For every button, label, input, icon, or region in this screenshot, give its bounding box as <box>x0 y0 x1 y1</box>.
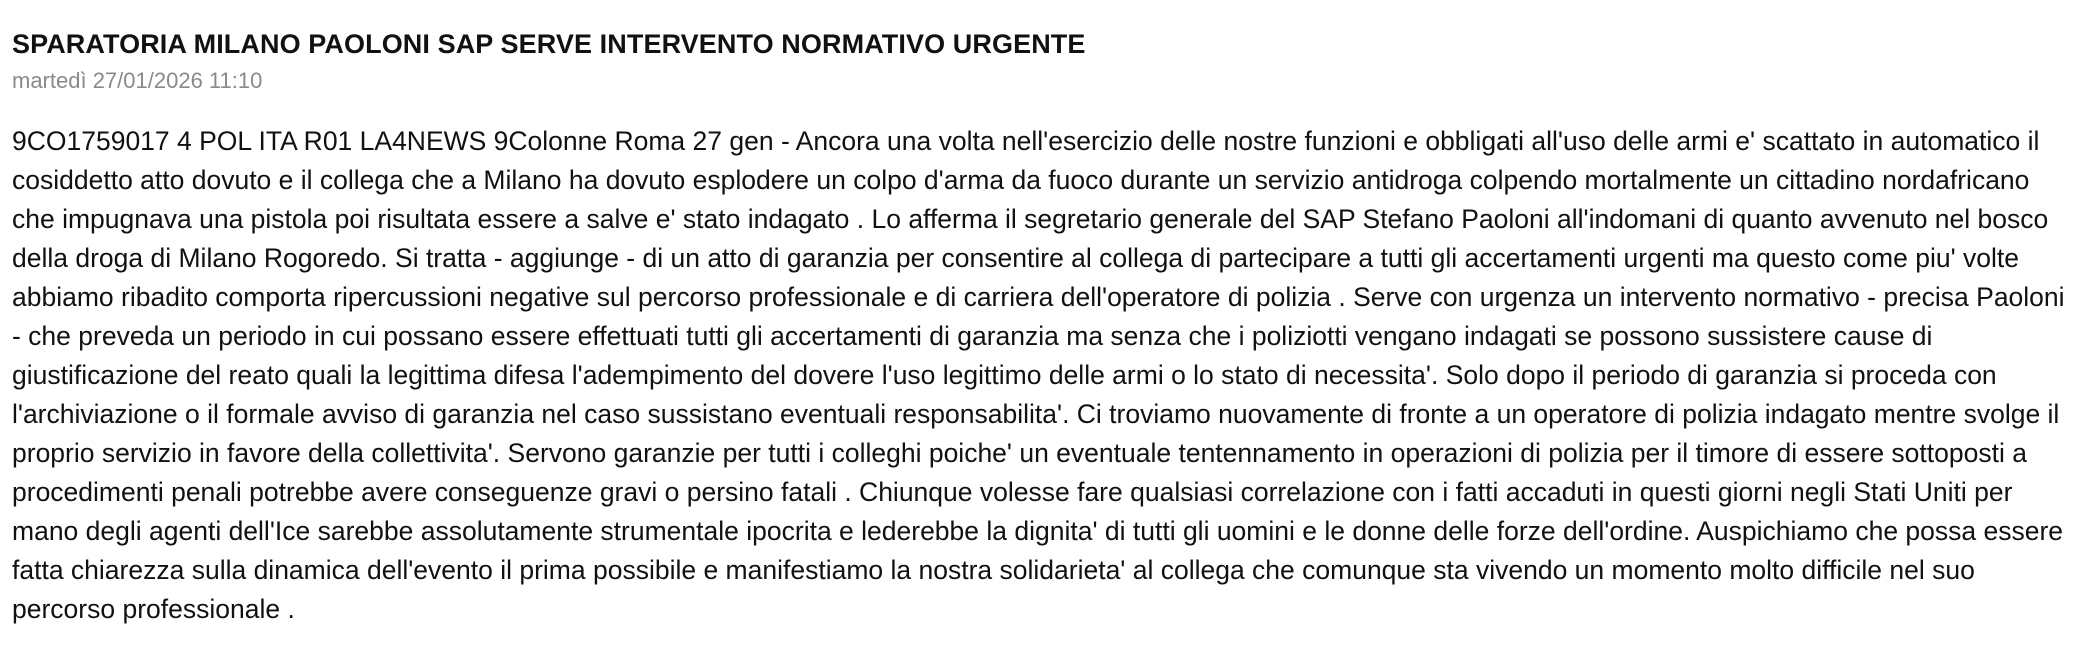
article-title: SPARATORIA MILANO PAOLONI SAP SERVE INTERVENTO NORMATIVO URGENTE <box>12 29 1086 59</box>
article <box>12 26 2072 629</box>
article-body: 9CO1759017 4 POL ITA R01 LA4NEWS 9Colonne Roma 27 gen - Ancora una volta nell'esercizio delle nostre funzioni e obbligati all'uso delle armi e' scattato in automatico il cosiddetto atto dovuto e il collega che a Milano ha dovuto esplodere un colpo d'arma da fuoco durante un servizio antidroga colpendo mortalmente un cittadino nordafricano che impugnava una pistola poi risultata essere a salve e' stato indagato . Lo afferma il segretario generale del SAP Stefano Paoloni all'indomani di quanto avvenuto nel bosco della droga di Milano Rogoredo. Si tratta - aggiunge - di un atto di garanzia per consentire al collega di partecipare a tutti gli accertamenti urgenti ma questo come piu' volte abbiamo ribadito comporta ripercussioni negative sul percorso professionale e di carriera dell'operatore di polizia . Serve con urgenza un intervento normativo - precisa Paoloni - che preveda un periodo in cui possano essere effettuati tutti gli accertamenti di garanzia ma senza che i poliziotti vengano indagati se possono sussistere cause di giustificazione del reato quali la legittima difesa l'adempimento del dovere l'uso legittimo delle armi o lo stato di necessita'. Solo dopo il periodo di garanzia si proceda con l'archiviazione o il formale avviso di garanzia nel caso sussistano eventuali responsabilita'. Ci troviamo nuovamente di fronte a un operatore di polizia indagato mentre svolge il proprio servizio in favore della collettivita'. Servono garanzie per tutti i colleghi poiche' un eventuale tentennamento in operazioni di polizia per il timore di essere sottoposti a procedimenti penali potrebbe avere conseguenze gravi o persino fatali . Chiunque volesse fare qualsiasi correlazione con i fatti accaduti in questi giorni negli Stati Uniti per mano degli agenti dell'Ice sarebbe assolutamente strumentale ipocrita e lederebbe la dignita' di tutti gli uomini e le donne delle forze dell'ordine. Auspichiamo che possa essere fatta chiarezza sulla dinamica dell'evento il prima possibile e manifestiamo la nostra solidarieta' al collega che comunque sta vivendo un momento molto difficile nel suo percorso professionale . <box>12 126 2065 624</box>
article-timestamp: martedì 27/01/2026 11:10 <box>12 68 263 93</box>
